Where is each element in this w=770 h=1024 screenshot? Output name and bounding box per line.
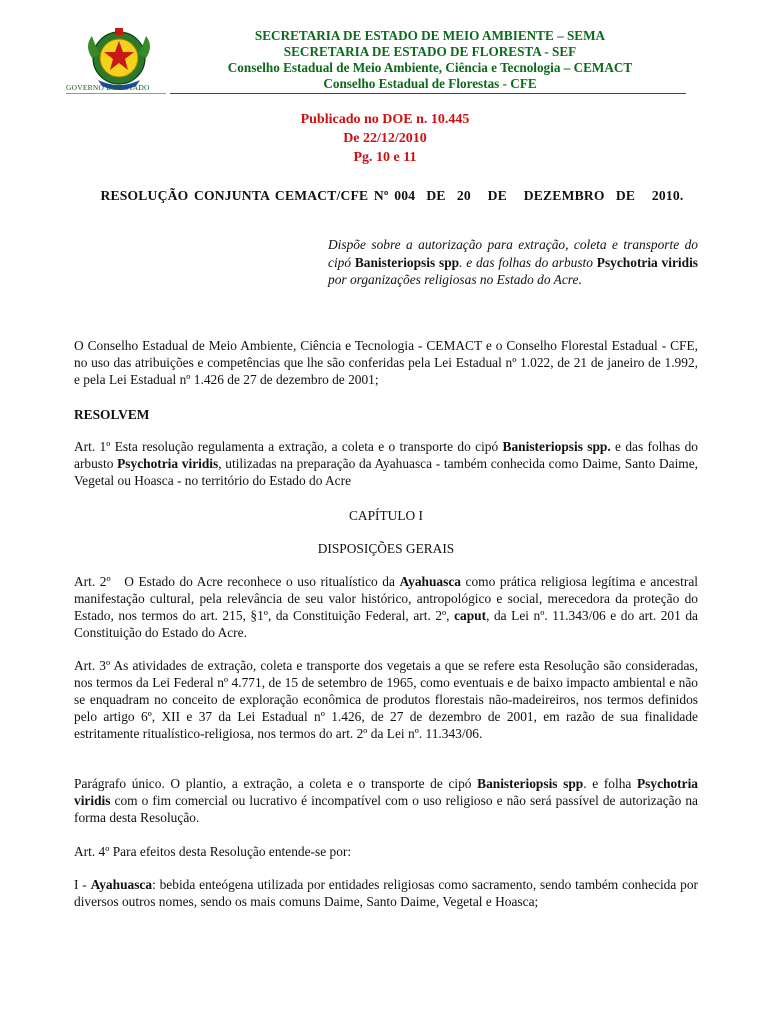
article-text: e das folhas do arbusto (74, 439, 698, 471)
letterhead-line-cfe: Conselho Estadual de Florestas - CFE (323, 76, 537, 91)
publication-doe: Publicado no DOE n. 10.445 (300, 112, 470, 127)
article-text: Art. 1º Esta resolução regulamenta a extração, a coleta e o transporte do cipó (74, 439, 503, 454)
paragraph-bold: Banisteriopsis spp (477, 776, 584, 791)
publication-date: De 22/12/2010 (343, 131, 427, 146)
government-rule (66, 93, 166, 94)
item-i (74, 876, 698, 910)
article-text: como prática religiosa legítima e ancestral manifestação cultural, pela relevância de seu valor histórico, antropológico e social, merecedora da proteção do Estado, nos termos do art. 215, §1º, da Constituição Federal, art. 2º, (74, 574, 698, 623)
ementa-bold: Banisteriopsis spp (354, 254, 460, 270)
ementa-text: Dispõe sobre a autorização para extração, coleta e transporte do cipó (328, 237, 698, 270)
article-bold: Banisteriopsis spp. (502, 439, 611, 454)
letterhead-line-sema: SECRETARIA DE ESTADO DE MEIO AMBIENTE – SEMA (254, 28, 606, 43)
ementa-text: . e das folhas do arbusto (459, 254, 597, 270)
chapter-title: DISPOSIÇÕES GERAIS (317, 541, 455, 556)
article-bold: Ayahuasca (399, 574, 461, 589)
chapter-heading: CAPÍTULO I (348, 508, 423, 523)
item-text: : bebida enteógena utilizada por entidades religiosas como sacramento, sendo também conhecida por diversos outros nomes, sendo os mais comuns Daime, Santo Daime, Vegetal e Hoasca; (74, 877, 698, 909)
ementa-bold: Psychotria viridis (596, 254, 699, 270)
letterhead (170, 28, 690, 92)
item-text: I - (74, 877, 91, 892)
article-bold: Psychotria viridis (117, 456, 219, 471)
letterhead-rule (170, 93, 686, 94)
article-4: Art. 4º Para efeitos desta Resolução entende-se por: (74, 844, 352, 859)
paragraph-text: Parágrafo único. O plantio, a extração, a coleta e o transporte de cipó (74, 776, 478, 791)
article-1 (74, 438, 698, 489)
article-text: , da Lei nº. 11.343/06 e do art. 201 da Constituição do Estado do Acre. (74, 608, 698, 640)
paragraph-text: com o fim comercial ou lucrativo é incompatível com o uso religioso e não será passível de autorização na forma desta Resolução. (74, 793, 698, 825)
paragraph-bold: Psychotria viridis (74, 776, 698, 808)
ementa-text: por organizações religiosas no Estado do Acre. (328, 272, 582, 287)
paragraph-text: . e folha (583, 776, 637, 791)
resolvem-heading: RESOLVEM (74, 407, 150, 422)
article-bold: caput (454, 608, 487, 623)
article-3: Art. 3º As atividades de extração, coleta e transporte dos vegetais a que se refere esta Resolução são consideradas, nos termos da Lei Federal nº 4.771, de 15 de setembro de 1965, como eventuais e de baixo impacto ambiental e não se enquadram no conceito de exploração econômica de produtos florestais não-madeireiros, nos termos definidos pelo artigo 6º, XII e 37 da Lei Estadual nº 1.426, de 27 de dezembro de 2001, em razão de sua finalidade estritamente ritualístico-religiosa, nos termos do art. 2º da Lei nº. 11.343/06. (74, 658, 698, 741)
letterhead-line-cemact: Conselho Estadual de Meio Ambiente, Ciência e Tecnologia – CEMACT (227, 60, 633, 75)
article-2 (74, 573, 698, 641)
publication-info (0, 110, 770, 167)
letterhead-line-sef: SECRETARIA DE ESTADO DE FLORESTA - SEF (283, 44, 577, 59)
preamble-paragraph: O Conselho Estadual de Meio Ambiente, Ciência e Tecnologia - CEMACT e o Conselho Florestal Estadual - CFE, no uso das atribuições e competências que lhe são conferidas pela Lei Estadual nº 1.022, de 21 de janeiro de 1.992, e pela Lei Estadual nº 1.426 de 27 de dezembro de 2001; (74, 338, 698, 387)
ementa-summary (328, 236, 698, 289)
item-bold: Ayahuasca (90, 877, 153, 892)
government-label: GOVERNO DO ESTADO (66, 83, 150, 92)
article-text: , utilizadas na preparação da Ayahuasca - também conhecida como Daime, Santo Daime, Vegetal ou Hoasca - no território do Estado do Acre (74, 456, 699, 488)
article-text: Art. 2º O Estado do Acre reconhece o uso ritualístico da (74, 574, 400, 589)
sole-paragraph (74, 775, 698, 826)
publication-pages: Pg. 10 e 11 (353, 150, 417, 165)
resolution-title: RESOLUÇÃO CONJUNTA CEMACT/CFE Nº 004 DE 20 DE DEZEMBRO DE 2010. (100, 188, 684, 203)
